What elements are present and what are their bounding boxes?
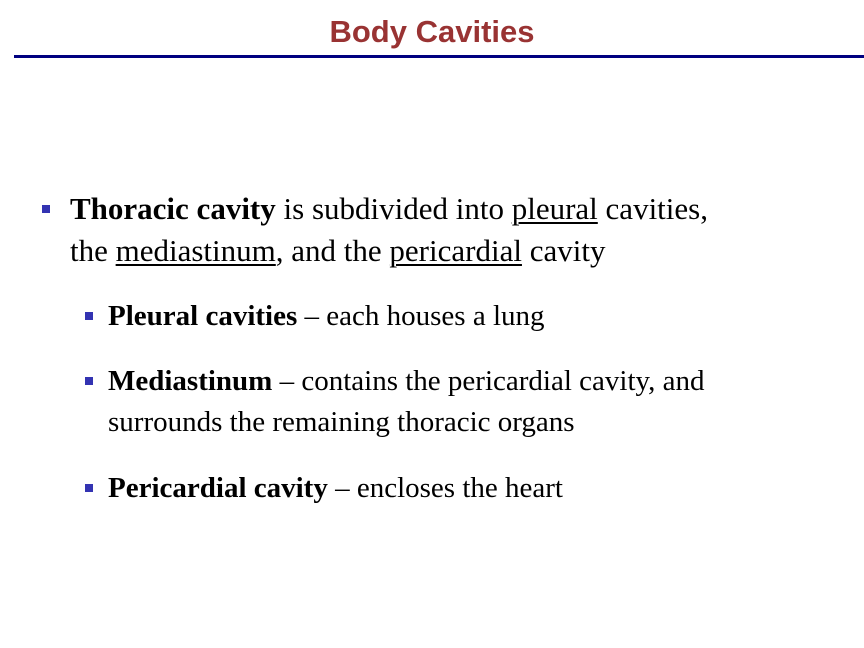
sub-bullet-text: [108, 468, 563, 508]
term-thoracic-cavity: Thoracic cavity: [70, 191, 276, 226]
term-mediastinum-bold: Mediastinum: [108, 365, 273, 397]
term-pericardial-cavity: Pericardial cavity: [108, 472, 328, 504]
text-segment: is subdivided into: [275, 191, 512, 226]
bullet-marker-icon: [42, 205, 50, 213]
sub-bullet-text: [108, 361, 704, 401]
text-segment: cavity: [521, 233, 606, 268]
term-pleural: pleural: [511, 191, 598, 226]
sub-bullet-text: [108, 296, 545, 336]
bullet-text-line1: [70, 188, 708, 229]
text-segment: , and the: [275, 233, 390, 268]
bullet-marker-icon: [85, 312, 93, 320]
slide-title: Body Cavities: [329, 14, 535, 49]
text-segment: the: [70, 233, 116, 268]
text-segment: – contains the pericardial cavity, and: [272, 365, 705, 397]
text-segment: – encloses the heart: [327, 472, 563, 504]
text-segment: cavities,: [597, 191, 708, 226]
term-mediastinum: mediastinum: [115, 233, 276, 268]
term-pleural-cavities: Pleural cavities: [108, 300, 298, 332]
bullet-text-line2: [70, 230, 605, 271]
text-segment: – each houses a lung: [297, 300, 545, 332]
bullet-marker-icon: [85, 377, 93, 385]
bullet-marker-icon: [85, 484, 93, 492]
title-divider: [14, 55, 864, 58]
term-pericardial: pericardial: [389, 233, 522, 268]
sub-bullet-text-line2: surrounds the remaining thoracic organs: [108, 406, 575, 438]
